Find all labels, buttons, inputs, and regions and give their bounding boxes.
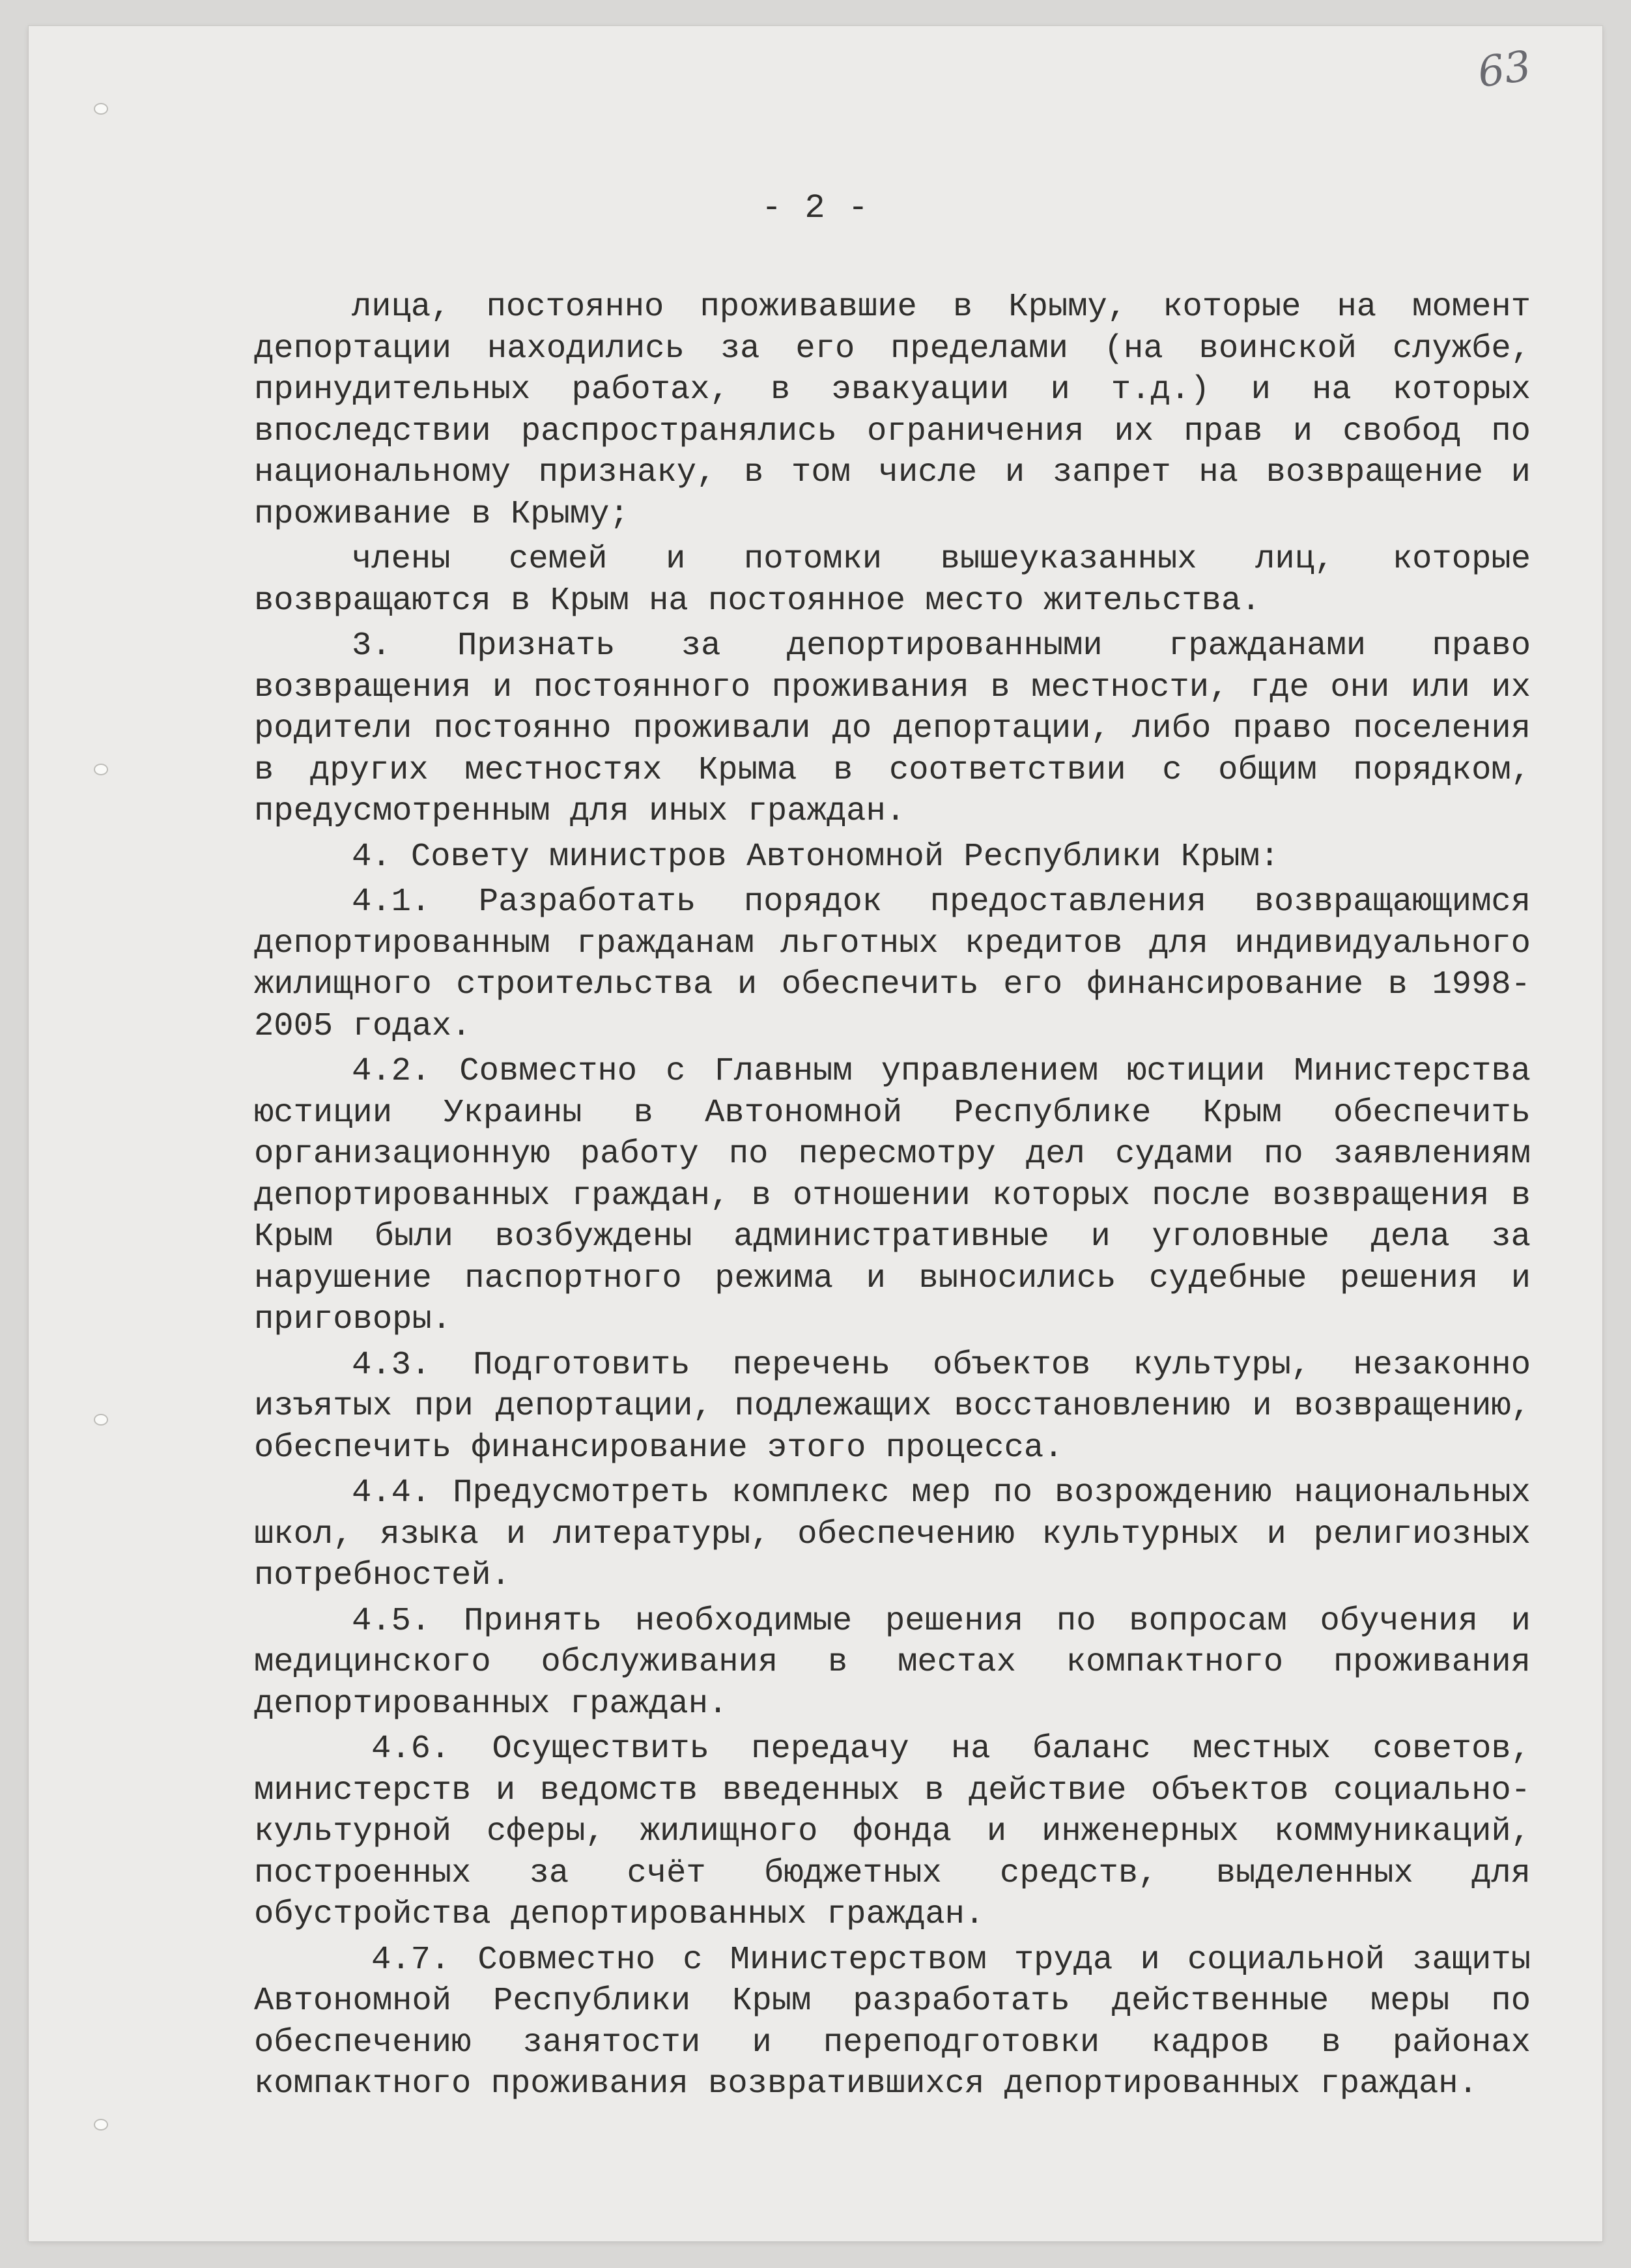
paragraph-item-4-7: 4.7. Совместно с Министерством труда и социальной защиты Автономной Республики Крым разработать действенные меры по обеспечению занятости и переподготовки кадров в районах компактного проживания возвратившихся депортированных граждан. (254, 1941, 1531, 2103)
paragraph-item-4-4: 4.4. Предусмотреть комплекс мер по возрождению национальных школ, языка и литературы, обеспечению культурных и религиозных потребностей. (254, 1474, 1531, 1594)
paragraph-item-4-2: 4.2. Совместно с Главным управлением юстиции Министерства юстиции Украины в Автономной Республике Крым обеспечить организационную работу по пересмотру дел судами по заявлениям депортированных граждан, в отношении которых после возвращения в Крым были возбуждены административные и уголовные дела за нарушение паспортного режима и выносились судебные решения и приговоры. (254, 1053, 1531, 1338)
paragraph-item-4: 4. Совету министров Автономной Республики Крым: (352, 838, 1280, 876)
paragraph-item-4-1: 4.1. Разработать порядок предоставления возвращающимся депортированным гражданам льготных кредитов для индивидуального жилищного строительства и обеспечить его финансирование в 1998-2005 годах. (254, 883, 1531, 1045)
paragraph-item-4-6: 4.6. Осуществить передачу на баланс местных советов, министерств и ведомств введенных в действие объектов социально-культурной сферы, жилищного фонда и инженерных коммуникаций, построенных за счёт бюджетных средств, выделенных для обустройства депортированных граждан. (254, 1730, 1531, 1933)
paragraph-persons: лица, постоянно проживавшие в Крыму, которые на момент депортации находились за его пределами (на воинской службе, принудительных работах, в эвакуации и т.д.) и на которых впоследствии распространялись ограничения их прав и свобод по национальному признаку, в том числе и запрет на возвращение и проживание в Крыму; (254, 289, 1531, 533)
paragraph-family-members: члены семей и потомки вышеуказанных лиц, которые возвращаются в Крым на постоянное место жительства. (254, 541, 1531, 620)
paragraph-item-4-3: 4.3. Подготовить перечень объектов культуры, незаконно изъятых при депортации, подлежащих восстановлению и возвращению, обеспечить финансирование этого процесса. (254, 1346, 1531, 1467)
archive-page-number: 63 (1474, 42, 1534, 98)
punch-hole (94, 103, 108, 115)
document-page (29, 26, 1602, 2241)
punch-hole (94, 764, 108, 775)
document-body (254, 287, 1531, 2109)
paragraph-item-4-5: 4.5. Принять необходимые решения по вопросам обучения и медицинского обслуживания в местах компактного проживания депортированных граждан. (254, 1602, 1531, 1723)
paragraph-item-3: 3. Признать за депортированными гражданами право возвращения и постоянного проживания в местности, где они или их родители постоянно проживали до депортации, либо право поселения в других местностях Крыма в соответствии с общим порядком, предусмотренным для иных граждан. (254, 627, 1531, 830)
punch-hole (94, 1414, 108, 1426)
punch-hole (94, 2119, 108, 2131)
page-number: - 2 - (761, 189, 870, 227)
